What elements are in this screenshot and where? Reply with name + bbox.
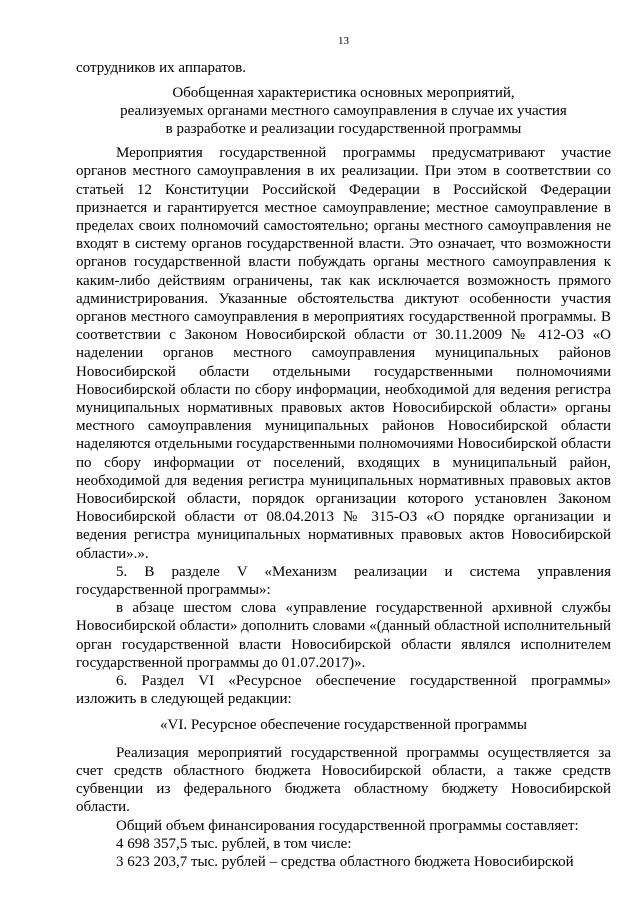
body-paragraph-item-5: 5. В разделе V «Механизм реализации и система управления государственной программы»:: [76, 563, 611, 599]
section-heading-line-3: в разработке и реализации государственной программы: [165, 121, 522, 138]
body-paragraph-item-6: 6. Раздел VI «Ресурсное обеспечение государственной программы» изложить в следующей редакции:: [76, 673, 611, 708]
continuation-line: сотрудников их аппаратов.: [76, 60, 247, 76]
body-paragraph-funding-sources: Реализация мероприятий государственной программы осуществляется за счет средств областного бюджета Новосибирской области, а также средств субвенции из федерального бюджета областному бюджету Новосибирской области.: [76, 744, 611, 816]
body-paragraph-amendment: в абзаце шестом слова «управление государственной архивной службы Новосибирской области» дополнить словами «(данный областной исполнительный орган государственной власти Новосибирской области являлся исполнителем государственной программы до 01.07.2017)».: [76, 600, 611, 671]
page-number: 13: [338, 35, 349, 47]
body-paragraph-funding-total: 4 698 357,5 тыс. рублей, в том числе:: [116, 835, 352, 852]
body-paragraph-regional-budget: 3 623 203,7 тыс. рублей – средства областного бюджета Новосибирской: [116, 853, 574, 870]
section-heading: [76, 84, 611, 138]
subsection-heading: «VI. Ресурсное обеспечение государственной программы: [160, 716, 527, 733]
section-heading-line-1: Обобщенная характеристика основных мероприятий,: [172, 85, 515, 102]
body-paragraph-funding-total-intro: Общий объем финансирования государственной программы составляет:: [116, 817, 579, 834]
section-heading-line-2: реализуемых органами местного самоуправления в случае их участия: [120, 103, 567, 120]
body-paragraph-local-government: Мероприятия государственной программы предусматривают участие органов местного самоуправления в их реализации. При этом в соответствии со статьей 12 Конституции Российской Федерации в Российской Федерации признается и гарантируется местное самоуправление; местное самоуправление в пределах своих полномочий самостоятельно; органы местного самоуправления не входят в систему органов государственной власти. Это означает, что возможности органов государственной власти побуждать органы местного самоуправления к каким-либо действиям ограничены, так как исключается возможность прямого администрирования. Указанные обстоятельства диктуют особенности участия органов местного самоуправления в мероприятиях государственной программы. В соответствии с Законом Новосибирской области от 30.11.2009 № 412-ОЗ «О наделении органов местного самоуправления муниципальных районов Новосибирской области отдельными государственными полномочиями Новосибирской области по сбору информации, необходимой для ведения регистра муниципальных нормативных правовых актов Новосибирской области» органы местного самоуправления муниципальных районов Новосибирской области наделяются отдельными государственными полномочиями Новосибирской области по сбору информации от поселений, входящих в муниципальный район, необходимой для ведения регистра муниципальных нормативных правовых актов Новосибирской области, порядок организации которого установлен Законом Новосибирской области от 08.04.2013 № 315-ОЗ «О порядке организации и ведения регистра муниципальных нормативных правовых актов Новосибирской области».».: [76, 145, 611, 562]
